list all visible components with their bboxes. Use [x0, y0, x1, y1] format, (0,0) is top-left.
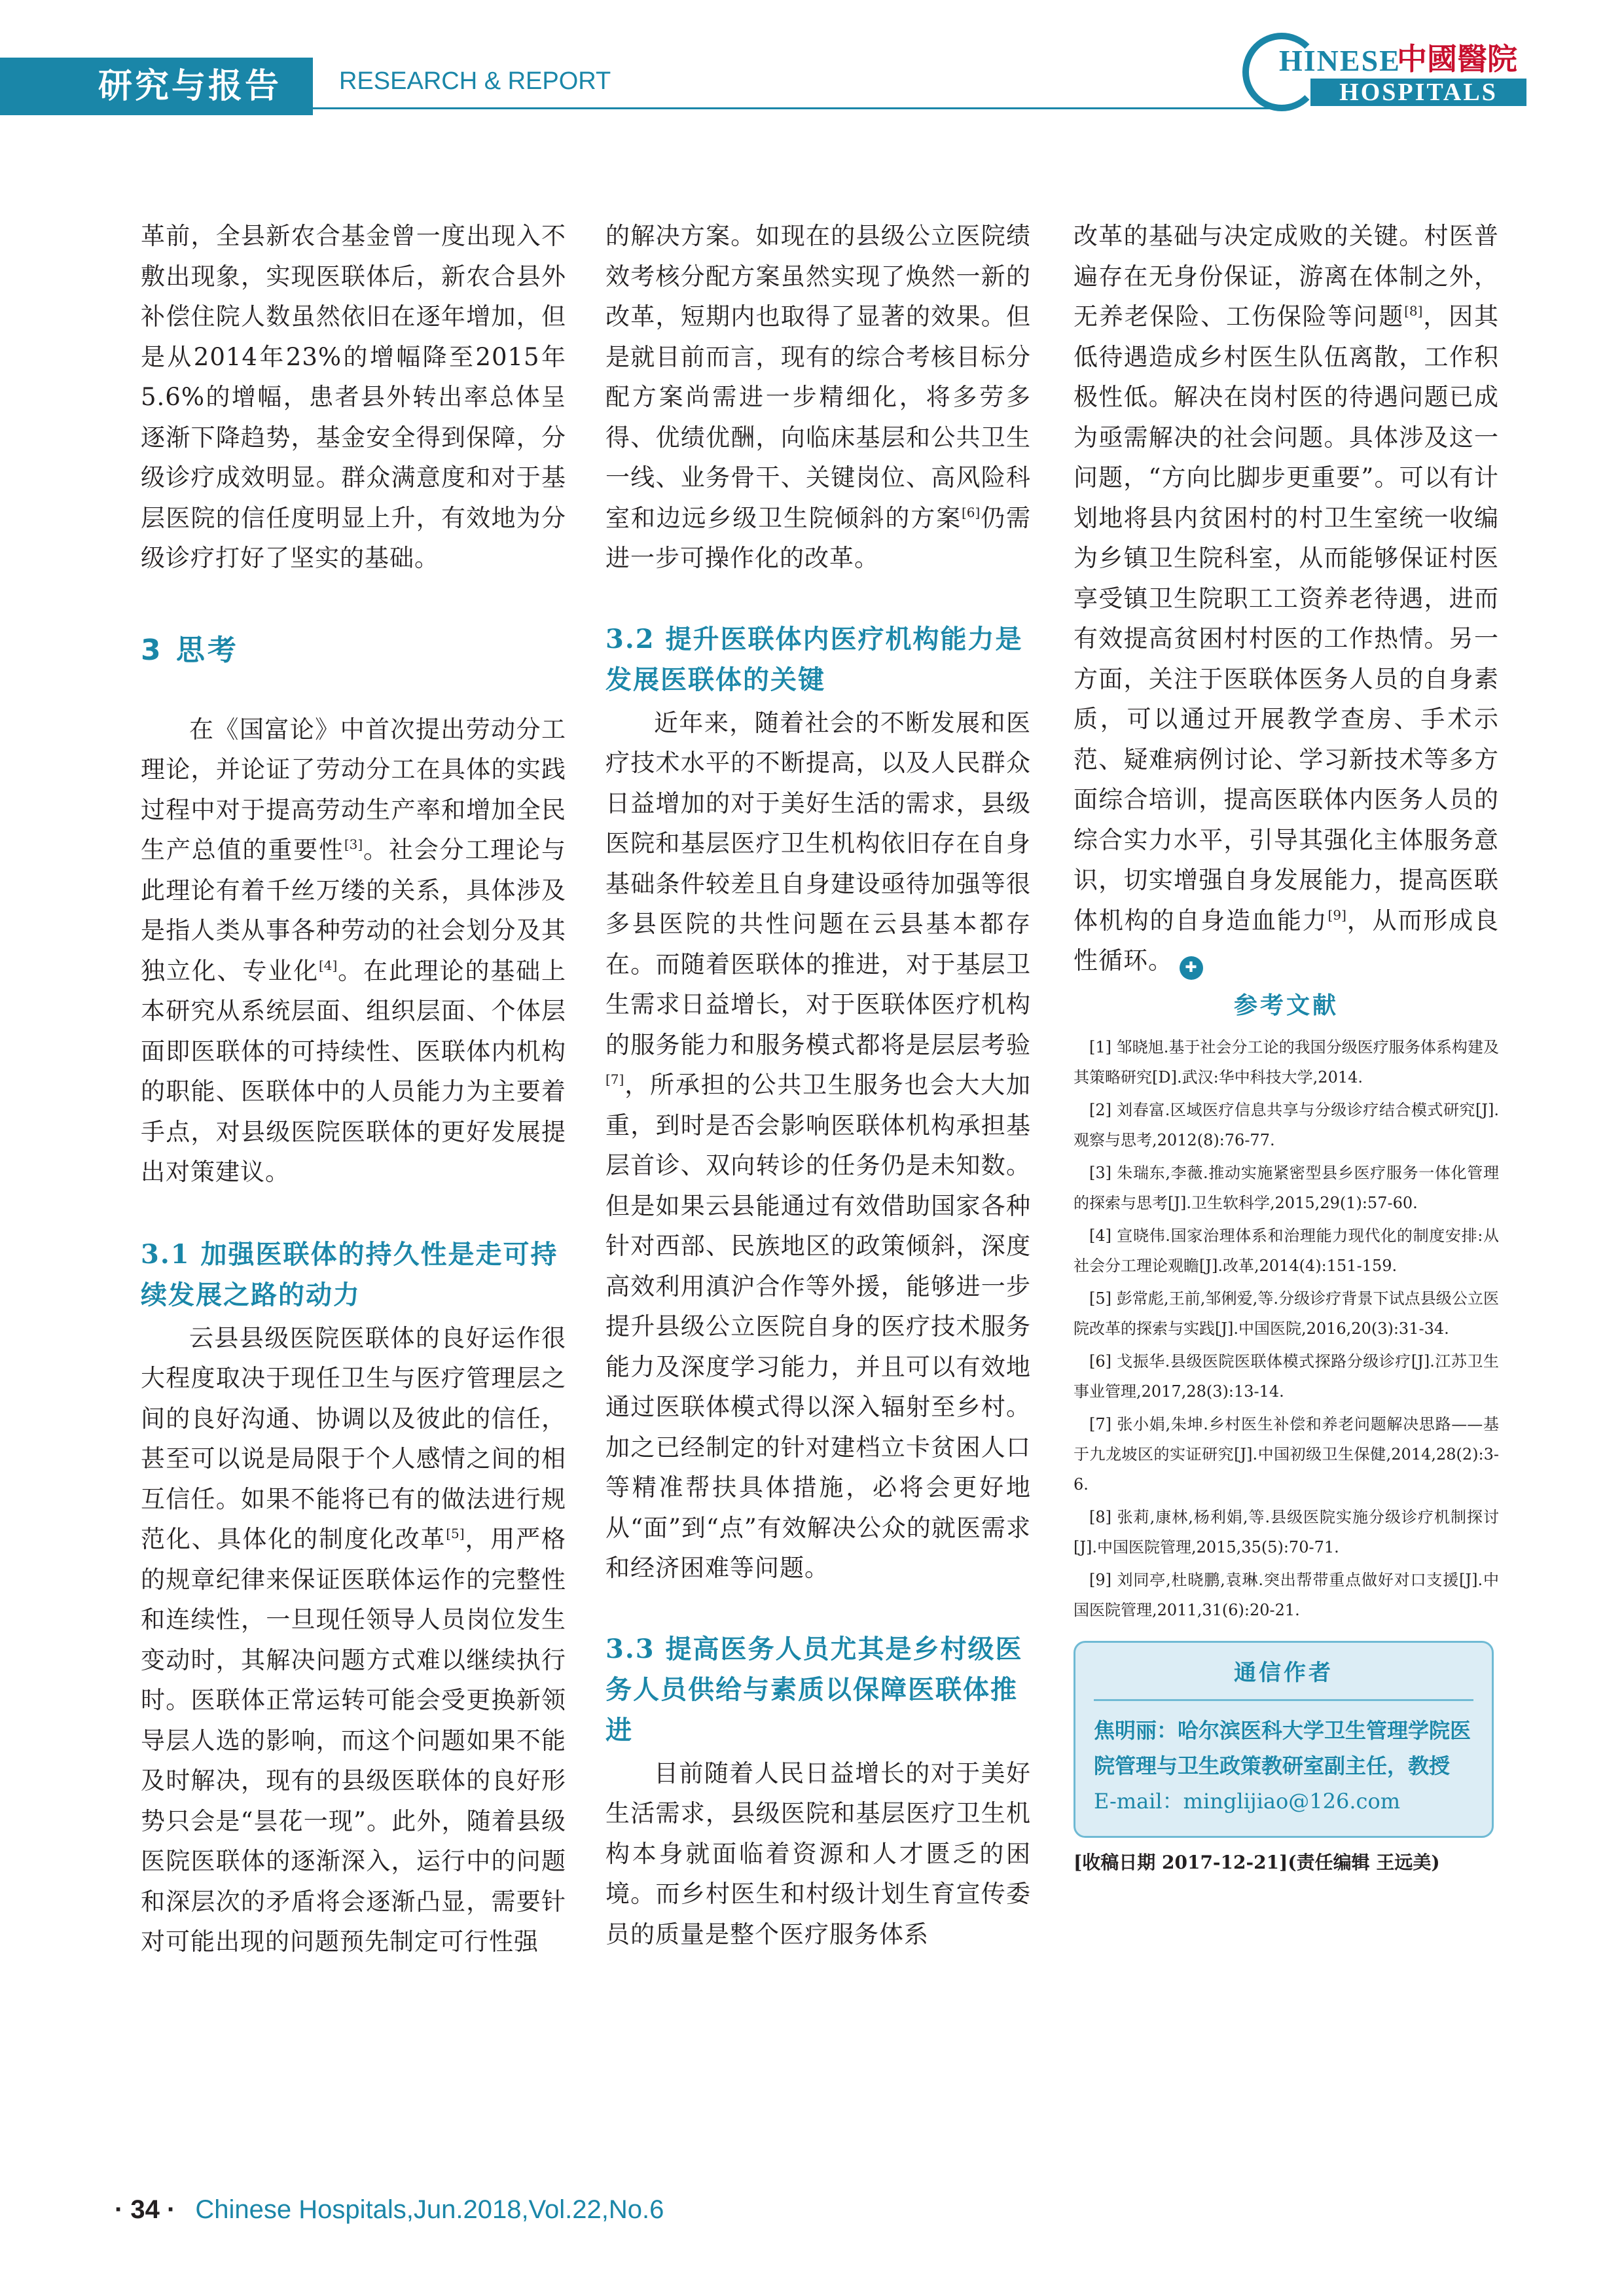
- page-number: · 34 ·: [115, 2195, 176, 2224]
- journal-citation: Chinese Hospitals,Jun.2018,Vol.22,No.6: [195, 2195, 664, 2224]
- reference-list: [1074, 1032, 1499, 1625]
- column-1: [141, 216, 566, 1962]
- subsection-heading: 3.3 提高医务人员尤其是乡村级医务人员供给与素质以保障医联体推进: [605, 1633, 1023, 1746]
- logo-text-cn: 中國醫院: [1397, 41, 1517, 77]
- paragraph: 近年来，随着社会的不断发展和医疗技术水平的不断提高，以及人民群众日益增加的对于美好生活的需求，县级医院和基层医疗卫生机构依旧存在自身基础条件较差且自身建设亟待加强等很多县医院的共性问题在云县基本都存在。而随着医联体的推进，对于基层卫生需求日益增长，对于医联体医疗机构的服务能力和服务模式都将是层层考验[7]，所承担的公共卫生服务也会大大加重，到时是否会影响医联体机构承担基层首诊、双向转诊的任务仍是未知数。但是如果云县能通过有效借助国家各种针对西部、民族地区的政策倾斜，深度高效利用滇沪合作等外援，能够进一步提升县级公立医院自身的医疗技术服务能力及深度学习能力，并且可以有效地通过医联体模式得以深入辐射至乡村。加之已经制定的针对建档立卡贫困人口等精准帮扶具体措施，必将会更好地从“面”到“点”有效解决公众的就医需求和经济困难等问题。: [605, 708, 1031, 1582]
- reference-item: [2] 刘春富.区域医疗信息共享与分级诊疗结合模式研究[J].观察与思考,2012(8):76-77.: [1074, 1100, 1499, 1149]
- correspondence-title: 通信作者: [1094, 1655, 1473, 1701]
- reference-item: [1] 邹晓旭.基于社会分工论的我国分级医疗服务体系构建及其策略研究[D].武汉:华中科技大学,2014.: [1074, 1037, 1499, 1086]
- section-title: 研究与报告: [98, 67, 282, 106]
- paragraph: 的解决方案。如现在的县级公立医院绩效考核分配方案虽然实现了焕然一新的改革，短期内也取得了显著的效果。但是就目前而言，现有的综合考核目标分配方案尚需进一步精细化，将多劳多得、优绩优酬，向临床基层和公共卫生一线、业务骨干、关键岗位、高风险科室和边远乡级卫生院倾斜的方案[6]仍需进一步可操作化的改革。: [605, 222, 1032, 572]
- subsection-heading: 3.2 提升医联体内医疗机构能力是发展医联体的关键: [605, 623, 1023, 695]
- logo-text-chinese-en: HINESE: [1279, 44, 1401, 77]
- citation: [5]: [446, 1526, 465, 1541]
- subsection-heading: 3.1 加强医联体的持久性是走可持续发展之路的动力: [141, 1238, 558, 1310]
- paragraph: 改革的基础与决定成败的关键。村医普遍存在无身份保证，游离在体制之外，无养老保险、工伤保险等问题[8]，因其低待遇造成乡村医生队伍离散，工作积极性低。解决在岗村医的待遇问题已成为亟需解决的社会问题。具体涉及这一问题，“方向比脚步更重要”。可以有计划地将县内贫困村的村卫生室统一收编为乡镇卫生院科室，从而能够保证村医享受镇卫生院职工工资养老待遇，进而有效提高贫困村村医的工作热情。另一方面，关注于医联体医务人员的自身素质，可以通过开展教学查房、手术示范、疑难病例讨论、学习新技术等多方面综合培训，提高医联体内医务人员的综合实力水平，引导其强化主体服务意识，切实增强自身发展能力，提高医联体机构的自身造血能力[9]，从而形成良性循环。 ✚: [1074, 216, 1499, 981]
- reference-item: [8] 张莉,康林,杨利娟,等.县级医院实施分级诊疗机制探讨[J].中国医院管理,2015,35(5):70-71.: [1074, 1507, 1499, 1556]
- reference-item: [5] 彭常彪,王前,邹俐爱,等.分级诊疗背景下试点县级公立医院改革的探索与实践[J].中国医院,2016,20(3):31-34.: [1074, 1289, 1499, 1338]
- logo-text-hospitals: HOSPITALS: [1310, 79, 1526, 106]
- correspondence-box: [1074, 1641, 1494, 1838]
- citation: [3]: [344, 836, 363, 852]
- citation: [4]: [318, 957, 338, 973]
- citation: [9]: [1327, 906, 1346, 923]
- reference-item: [7] 张小娟,朱坤.乡村医生补偿和养老问题解决思路——基于九龙坡区的实证研究[J].中国初级卫生保健,2014,28(2):3-6.: [1074, 1414, 1499, 1494]
- reference-item: [4] 宣晓伟.国家治理体系和治理能力现代化的制度安排:从社会分工理论观瞻[J].改革,2014(4):151-159.: [1074, 1226, 1499, 1275]
- correspondence-author: 焦明丽：哈尔滨医科大学卫生管理学院医院管理与卫生政策教研室副主任，教授: [1094, 1717, 1471, 1778]
- citation: [7]: [605, 1071, 624, 1087]
- paragraph: 目前随着人民日益增长的对于美好生活需求，县级医院和基层医疗卫生机构本身就面临着资源和人才匮乏的困境。而乡村医生和村级计划生育宣传委员的质量是整个医疗服务体系: [605, 1759, 1031, 1948]
- page-footer: [115, 2193, 664, 2227]
- correspondence-email: E-mail：minglijiao@126.com: [1094, 1788, 1401, 1814]
- header-rule: [313, 107, 1282, 109]
- journal-logo: [1242, 26, 1530, 111]
- reference-item: [6] 戈振华.县级医院医联体模式探路分级诊疗[J].江苏卫生事业管理,2017,28(3):13-14.: [1074, 1352, 1499, 1401]
- paragraph: 革前，全县新农合基金曾一度出现入不敷出现象，实现医联体后，新农合县外补偿住院人数虽然依旧在逐年增加，但是从2014年23%的增幅降至2015年5.6%的增幅，患者县外转出率总体呈逐渐下降趋势，基金安全得到保障，分级诊疗成效明显。群众满意度和对于基层医院的信任度明显上升，有效地为分级诊疗打好了坚实的基础。: [141, 222, 566, 572]
- paragraph: 在《国富论》中首次提出劳动分工理论，并论证了劳动分工在具体的实践过程中对于提高劳动生产率和增加全民生产总值的重要性[3]。社会分工理论与此理论有着千丝万缕的关系，具体涉及是指人类从事各种劳动的社会划分及其独立化、专业化[4]。在此理论的基础上本研究从系统层面、组织层面、个体层面即医联体的可持续性、医联体内机构的职能、医联体中的人员能力为主要着手点，对县级医院医联体的更好发展提出对策建议。: [141, 715, 567, 1186]
- reference-item: [9] 刘同亭,杜晓鹏,袁琳.突出帮带重点做好对口支援[J].中国医院管理,2011,31(6):20-21.: [1074, 1570, 1499, 1619]
- received-date-editor: [收稿日期 2017-12-21](责任编辑 王远美): [1074, 1851, 1440, 1873]
- citation: [6]: [961, 504, 981, 520]
- references-title: 参考文献: [1233, 992, 1339, 1019]
- section-heading: 3 思考: [141, 633, 239, 667]
- column-3: [1074, 216, 1499, 1877]
- end-of-article-icon: ✚: [1180, 956, 1203, 980]
- reference-item: [3] 朱瑞东,李薇.推动实施紧密型县乡医疗服务一体化管理的探索与思考[J].卫生软科学,2015,29(1):57-60.: [1074, 1163, 1499, 1212]
- citation: [8]: [1404, 303, 1423, 319]
- section-title-en: RESEARCH & REPORT: [339, 67, 611, 95]
- column-2: [605, 216, 1031, 1954]
- paragraph: 云县县级医院医联体的良好运作很大程度取决于现任卫生与医疗管理层之间的良好沟通、协调以及彼此的信任，甚至可以说是局限于个人感情之间的相互信任。如果不能将已有的做法进行规范化、具体化的制度化改革[5]，用严格的规章纪律来保证医联体运作的完整性和连续性，一旦现任领导人员岗位发生变动时，其解决问题方式难以继续执行时。医联体正常运转可能会受更换新领导层人选的影响，而这个问题如果不能及时解决，现有的县级医联体的良好形势只会是“昙花一现”。此外，随着县级医院医联体的逐渐深入，运行中的问题和深层次的矛盾将会逐渐凸显，需要针对可能出现的问题预先制定可行性强: [141, 1323, 567, 1956]
